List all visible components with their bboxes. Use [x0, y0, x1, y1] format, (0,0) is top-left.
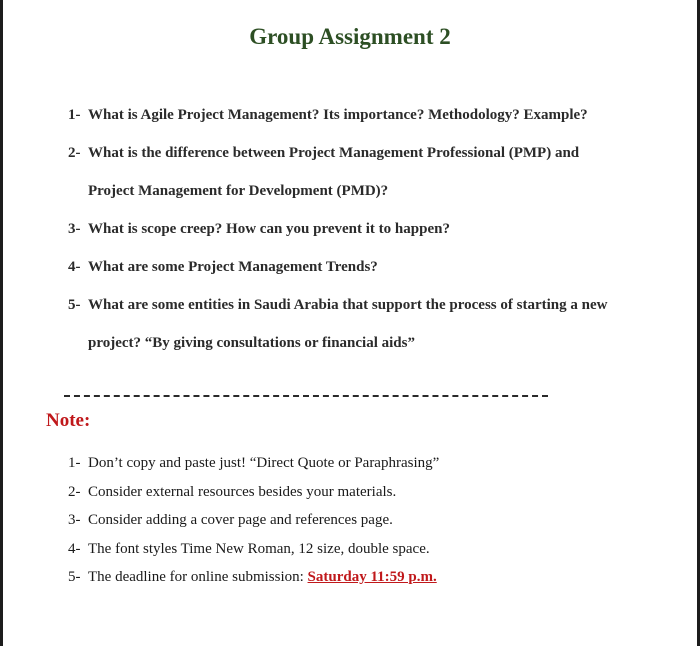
question-number: 2-: [68, 145, 81, 161]
question-list: [68, 96, 670, 362]
note-text: The font styles Time New Roman, 12 size, double space.: [88, 540, 430, 557]
note-item: [68, 449, 670, 478]
note-item: [68, 478, 670, 507]
question-item: [68, 210, 670, 248]
note-item: [68, 506, 670, 535]
dashed-divider: [64, 395, 548, 397]
note-text: Consider external resources besides your materials.: [88, 483, 397, 500]
question-text: What is Agile Project Management? Its importance? Methodology? Example?: [88, 107, 588, 123]
question-text-continued: Project Management for Development (PMD)?: [88, 183, 389, 199]
note-number: 4-: [68, 540, 81, 557]
note-number: 3-: [68, 512, 81, 528]
note-heading: Note:: [46, 410, 91, 431]
note-text: The deadline for online submission:: [88, 569, 308, 585]
note-number: 2-: [68, 483, 81, 500]
question-text: What are some Project Management Trends?: [88, 259, 378, 275]
note-number: 5-: [68, 569, 81, 585]
note-text: Don’t copy and paste just! “Direct Quote or Paraphrasing”: [88, 455, 440, 471]
question-text-continued: project? “By giving consultations or financial aids”: [88, 335, 415, 351]
document-title: Group Assignment 2: [249, 24, 451, 49]
note-item: [68, 535, 670, 564]
question-number: 5-: [68, 297, 81, 313]
deadline-highlight: Saturday 11:59 p.m.: [307, 569, 437, 585]
note-list: [68, 449, 670, 592]
question-item: [68, 134, 670, 210]
question-text: What is the difference between Project Management Professional (PMP) and: [88, 145, 580, 161]
question-item: [68, 286, 670, 362]
question-item: [68, 248, 670, 286]
question-text: What are some entities in Saudi Arabia that support the process of starting a new: [88, 297, 608, 313]
question-number: 4-: [68, 259, 81, 275]
question-number: 1-: [68, 107, 81, 123]
note-item: [68, 563, 670, 592]
question-item: [68, 96, 670, 134]
note-text: Consider adding a cover page and references page.: [88, 512, 393, 528]
left-edge-border: [0, 0, 3, 646]
question-number: 3-: [68, 221, 81, 237]
note-number: 1-: [68, 455, 81, 471]
question-text: What is scope creep? How can you prevent it to happen?: [88, 221, 450, 237]
